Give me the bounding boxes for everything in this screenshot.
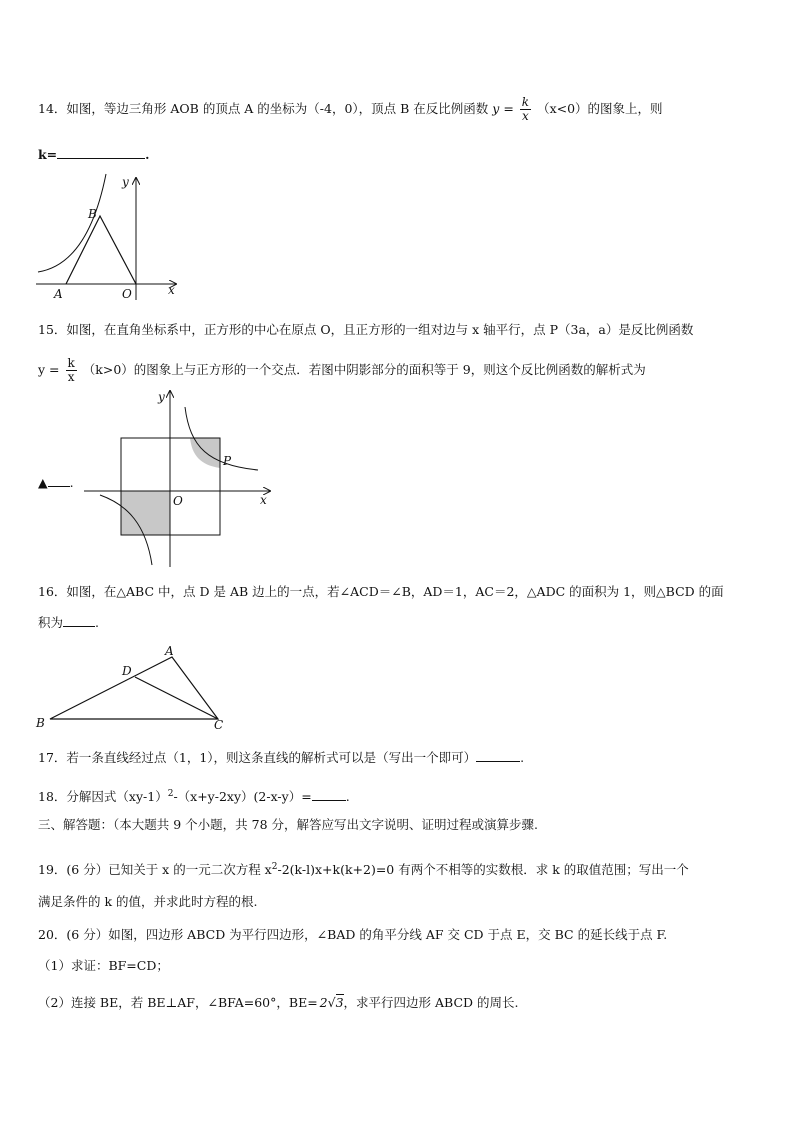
q15-figure [80, 385, 280, 570]
q18-sup: 2 [167, 789, 174, 799]
q15-label-y: y [158, 390, 165, 404]
q15-y-eq: y = [38, 362, 60, 377]
section3-heading [38, 816, 538, 834]
q14-label-A: A [54, 287, 63, 301]
q15-frac-den: x [67, 370, 75, 384]
q14-frac-den: x [522, 109, 529, 123]
q16-figure [34, 643, 234, 733]
q14-fraction [520, 96, 531, 123]
q14-answer-line [38, 146, 150, 164]
q19-line2 [38, 893, 258, 911]
q19-sup: 2 [271, 862, 278, 872]
q15-answer-blank[interactable] [48, 474, 70, 487]
q16-label-D: D [122, 664, 132, 678]
q16-text-line2b: . [95, 615, 99, 630]
q15-frac-num: k [67, 356, 75, 370]
q14-y-eq: y = [492, 101, 514, 116]
q14-figure [30, 172, 190, 307]
q20-part1-text: （1）求证：BF=CD； [38, 958, 169, 973]
q14-text-a: 14．如图，等边三角形 AOB 的顶点 A 的坐标为（-4，0），顶点 B 在反比例函数 [38, 101, 489, 116]
q15-line2 [38, 357, 646, 384]
q16-text-line1: 16．如图，在△ABC 中，点 D 是 AB 边上的一点，若∠ACD＝∠B，AD＝1，AC＝2，△ADC 的面积为 1，则△BCD 的面 [38, 584, 724, 599]
q20-sqrt-radicand: 3 [335, 995, 344, 1010]
q20-text-line1: 20．(6 分）如图，四边形 ABCD 为平行四边形，∠BAD 的角平分线 AF 交 CD 于点 E，交 BC 的延长线于点 F. [38, 927, 668, 942]
q14-answer-blank[interactable] [57, 146, 145, 159]
q15-label-x: x [260, 493, 267, 507]
q14-hyperbola [38, 174, 106, 272]
q18-text-a: 18．分解因式（xy-1） [38, 789, 168, 805]
q17-line [38, 749, 524, 767]
q20-sqrt-expr [320, 995, 344, 1010]
q15-text-line1: 15．如图，在直角坐标系中，正方形的中心在原点 O，且正方形的一组对边与 x 轴平行，点 P（3a，a）是反比例函数 [38, 322, 694, 337]
q15-shade-bottom-left [121, 491, 170, 535]
q15-fraction [66, 357, 77, 384]
q14-answer-prefix: k= [38, 147, 58, 162]
q16-segment-DC [135, 677, 218, 719]
q17-answer-blank[interactable] [476, 749, 520, 762]
q19-line1 [38, 858, 689, 879]
q15-line1 [38, 321, 693, 339]
sqrt-icon: √ [327, 995, 336, 1010]
q15-answer-marker: ▲ [38, 475, 48, 490]
section3-text: 三、解答题：（本大题共 9 个小题，共 78 分，解答应写出文字说明、证明过程或演算步骤. [38, 817, 538, 832]
q18-line [38, 785, 350, 806]
q19-text-line2: 满足条件的 k 的值，并求此时方程的根. [38, 894, 258, 909]
q19-text-a: 19．(6 分）已知关于 x 的一元二次方程 x [38, 862, 272, 878]
q15-answer-suffix: . [69, 475, 74, 490]
q16-label-A: A [165, 644, 174, 658]
q14-frac-num: k [521, 95, 530, 109]
q14-label-O: O [122, 287, 132, 301]
q15-label-O: O [173, 494, 183, 508]
q16-label-C: C [214, 718, 224, 732]
q15-answer-line [38, 474, 74, 492]
q15-text-line2: （k>0）的图象上与正方形的一个交点．若图中阴影部分的面积等于 9，则这个反比例函数的解析式为 [82, 362, 646, 377]
q14-text-b: （x<0）的图象上，则 [537, 101, 663, 116]
q20-part2-text-a: （2）连接 BE，若 BE⊥AF，∠BFA=60°，BE= [38, 995, 318, 1010]
q16-text-line2a: 积为 [38, 615, 64, 630]
q15-label-P: P [223, 454, 232, 468]
q16-line2 [38, 614, 99, 632]
q14-label-B: B [88, 207, 97, 221]
q20-part2-text-b: ，求平行四边形 ABCD 的周长. [343, 995, 519, 1010]
q18-suffix: . [345, 789, 350, 805]
q19-text-b: -2(k-l)x+k(k+2)=0 有两个不相等的实数根．求 k 的取值范围；写出一个 [277, 862, 689, 878]
q20-sqrt-coef: 2 [319, 995, 328, 1010]
q14-triangle [66, 216, 136, 284]
q20-part1 [38, 957, 169, 975]
q14-label-x: x [168, 283, 175, 297]
q20-line1 [38, 926, 667, 944]
q20-part2 [38, 994, 519, 1012]
q18-answer-blank[interactable] [312, 788, 346, 801]
q17-suffix: . [520, 750, 525, 765]
q14-answer-suffix: . [145, 147, 150, 162]
q14-label-y: y [122, 175, 129, 189]
q17-text: 17．若一条直线经过点（1，1），则这条直线的解析式可以是（写出一个即可） [38, 750, 477, 765]
q16-label-B: B [36, 716, 45, 730]
q16-triangle-ABC [50, 657, 218, 719]
q16-answer-blank[interactable] [63, 614, 95, 627]
q14-line1 [38, 96, 663, 123]
q18-text-b: -（x+y-2xy）(2-x-y）= [173, 789, 312, 805]
q16-line1 [38, 583, 724, 601]
